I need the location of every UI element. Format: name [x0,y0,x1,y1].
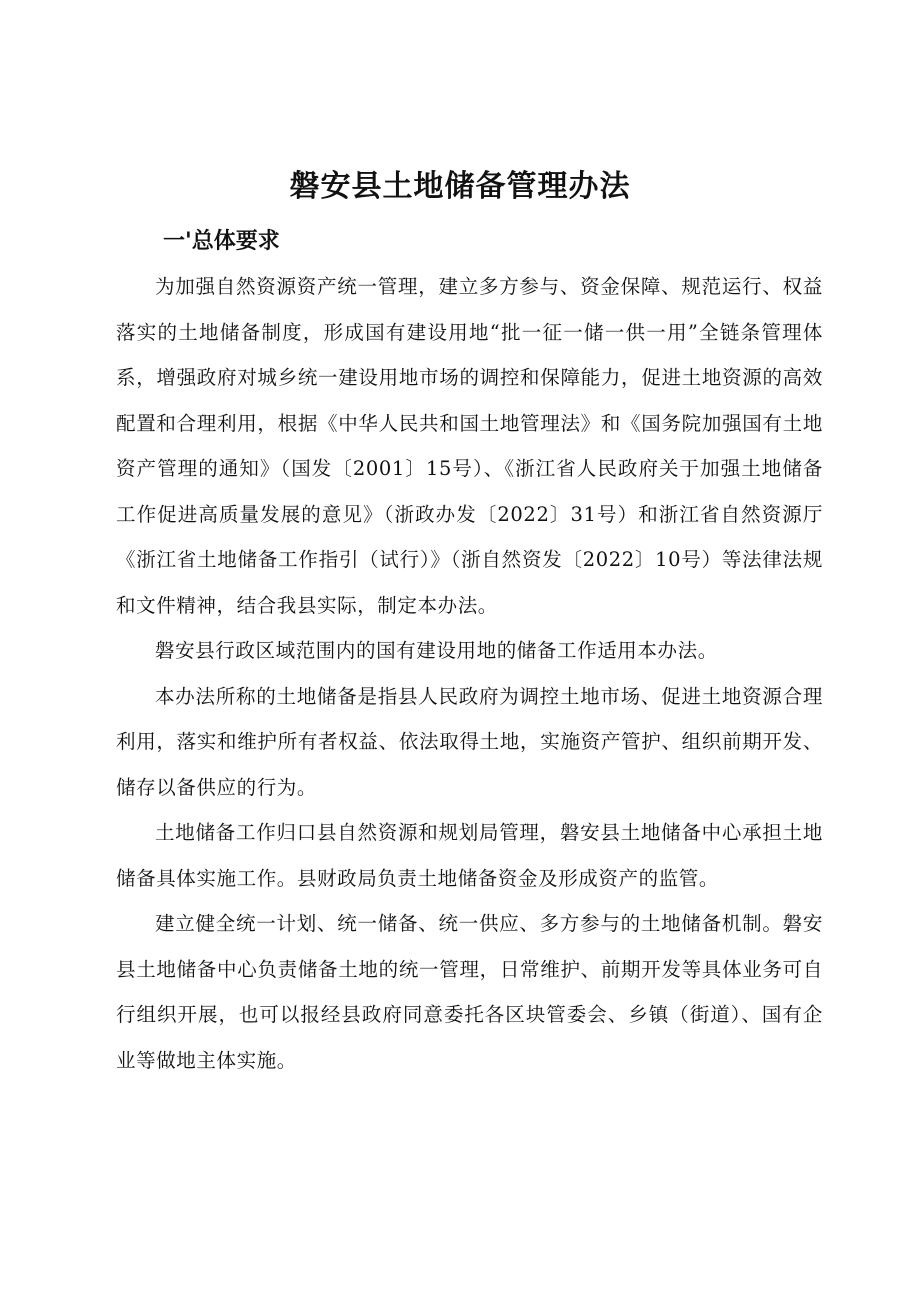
document-body [116,264,823,1083]
paragraph-mechanism: 建立健全统一计划、统一储备、统一供应、多方参与的土地储备机制。磐安县土地储备中心负责储备土地的统一管理，日常维护、前期开发等具体业务可自行组织开展，也可以报经县政府同意委托各区块管委会、乡镇（街道）、国有企业等做地主体实施。 [116,912,823,1072]
paragraph-responsibility: 土地储备工作归口县自然资源和规划局管理，磐安县土地储备中心承担土地储备具体实施工作。县财政局负责土地储备资金及形成资产的监管。 [116,821,823,890]
paragraph-scope: 磐安县行政区域范围内的国有建设用地的储备工作适用本办法。 [155,639,718,662]
paragraph-purpose: 为加强自然资源资产统一管理，建立多方参与、资金保障、规范运行、权益落实的土地储备制度，形成国有建设用地“批一征一储一供一用”全链条管理体系，增强政府对城乡统一建设用地市场的调控和保障能力，促进土地资源的高效配置和合理利用，根据《中华人民共和国土地管理法》和《国务院加强国有土地资产管理的通知》（国发〔2001〕15号）、《浙江省人民政府关于加强土地储备工作促进高质量发展的意见》（浙政办发〔2022〕31号）和浙江省自然资源厅《浙江省土地储备工作指引（试行）》（浙自然资发〔2022〕10号）等法律法规和文件精神，结合我县实际，制定本办法。 [116,275,823,617]
section-heading: 一'总体要求 [163,229,280,254]
paragraph-definition: 本办法所称的土地储备是指县人民政府为调控土地市场、促进土地资源合理利用，落实和维护所有者权益、依法取得土地，实施资产管护、组织前期开发、储存以备供应的行为。 [116,684,823,799]
document-title: 磐安县土地储备管理办法 [289,169,631,204]
